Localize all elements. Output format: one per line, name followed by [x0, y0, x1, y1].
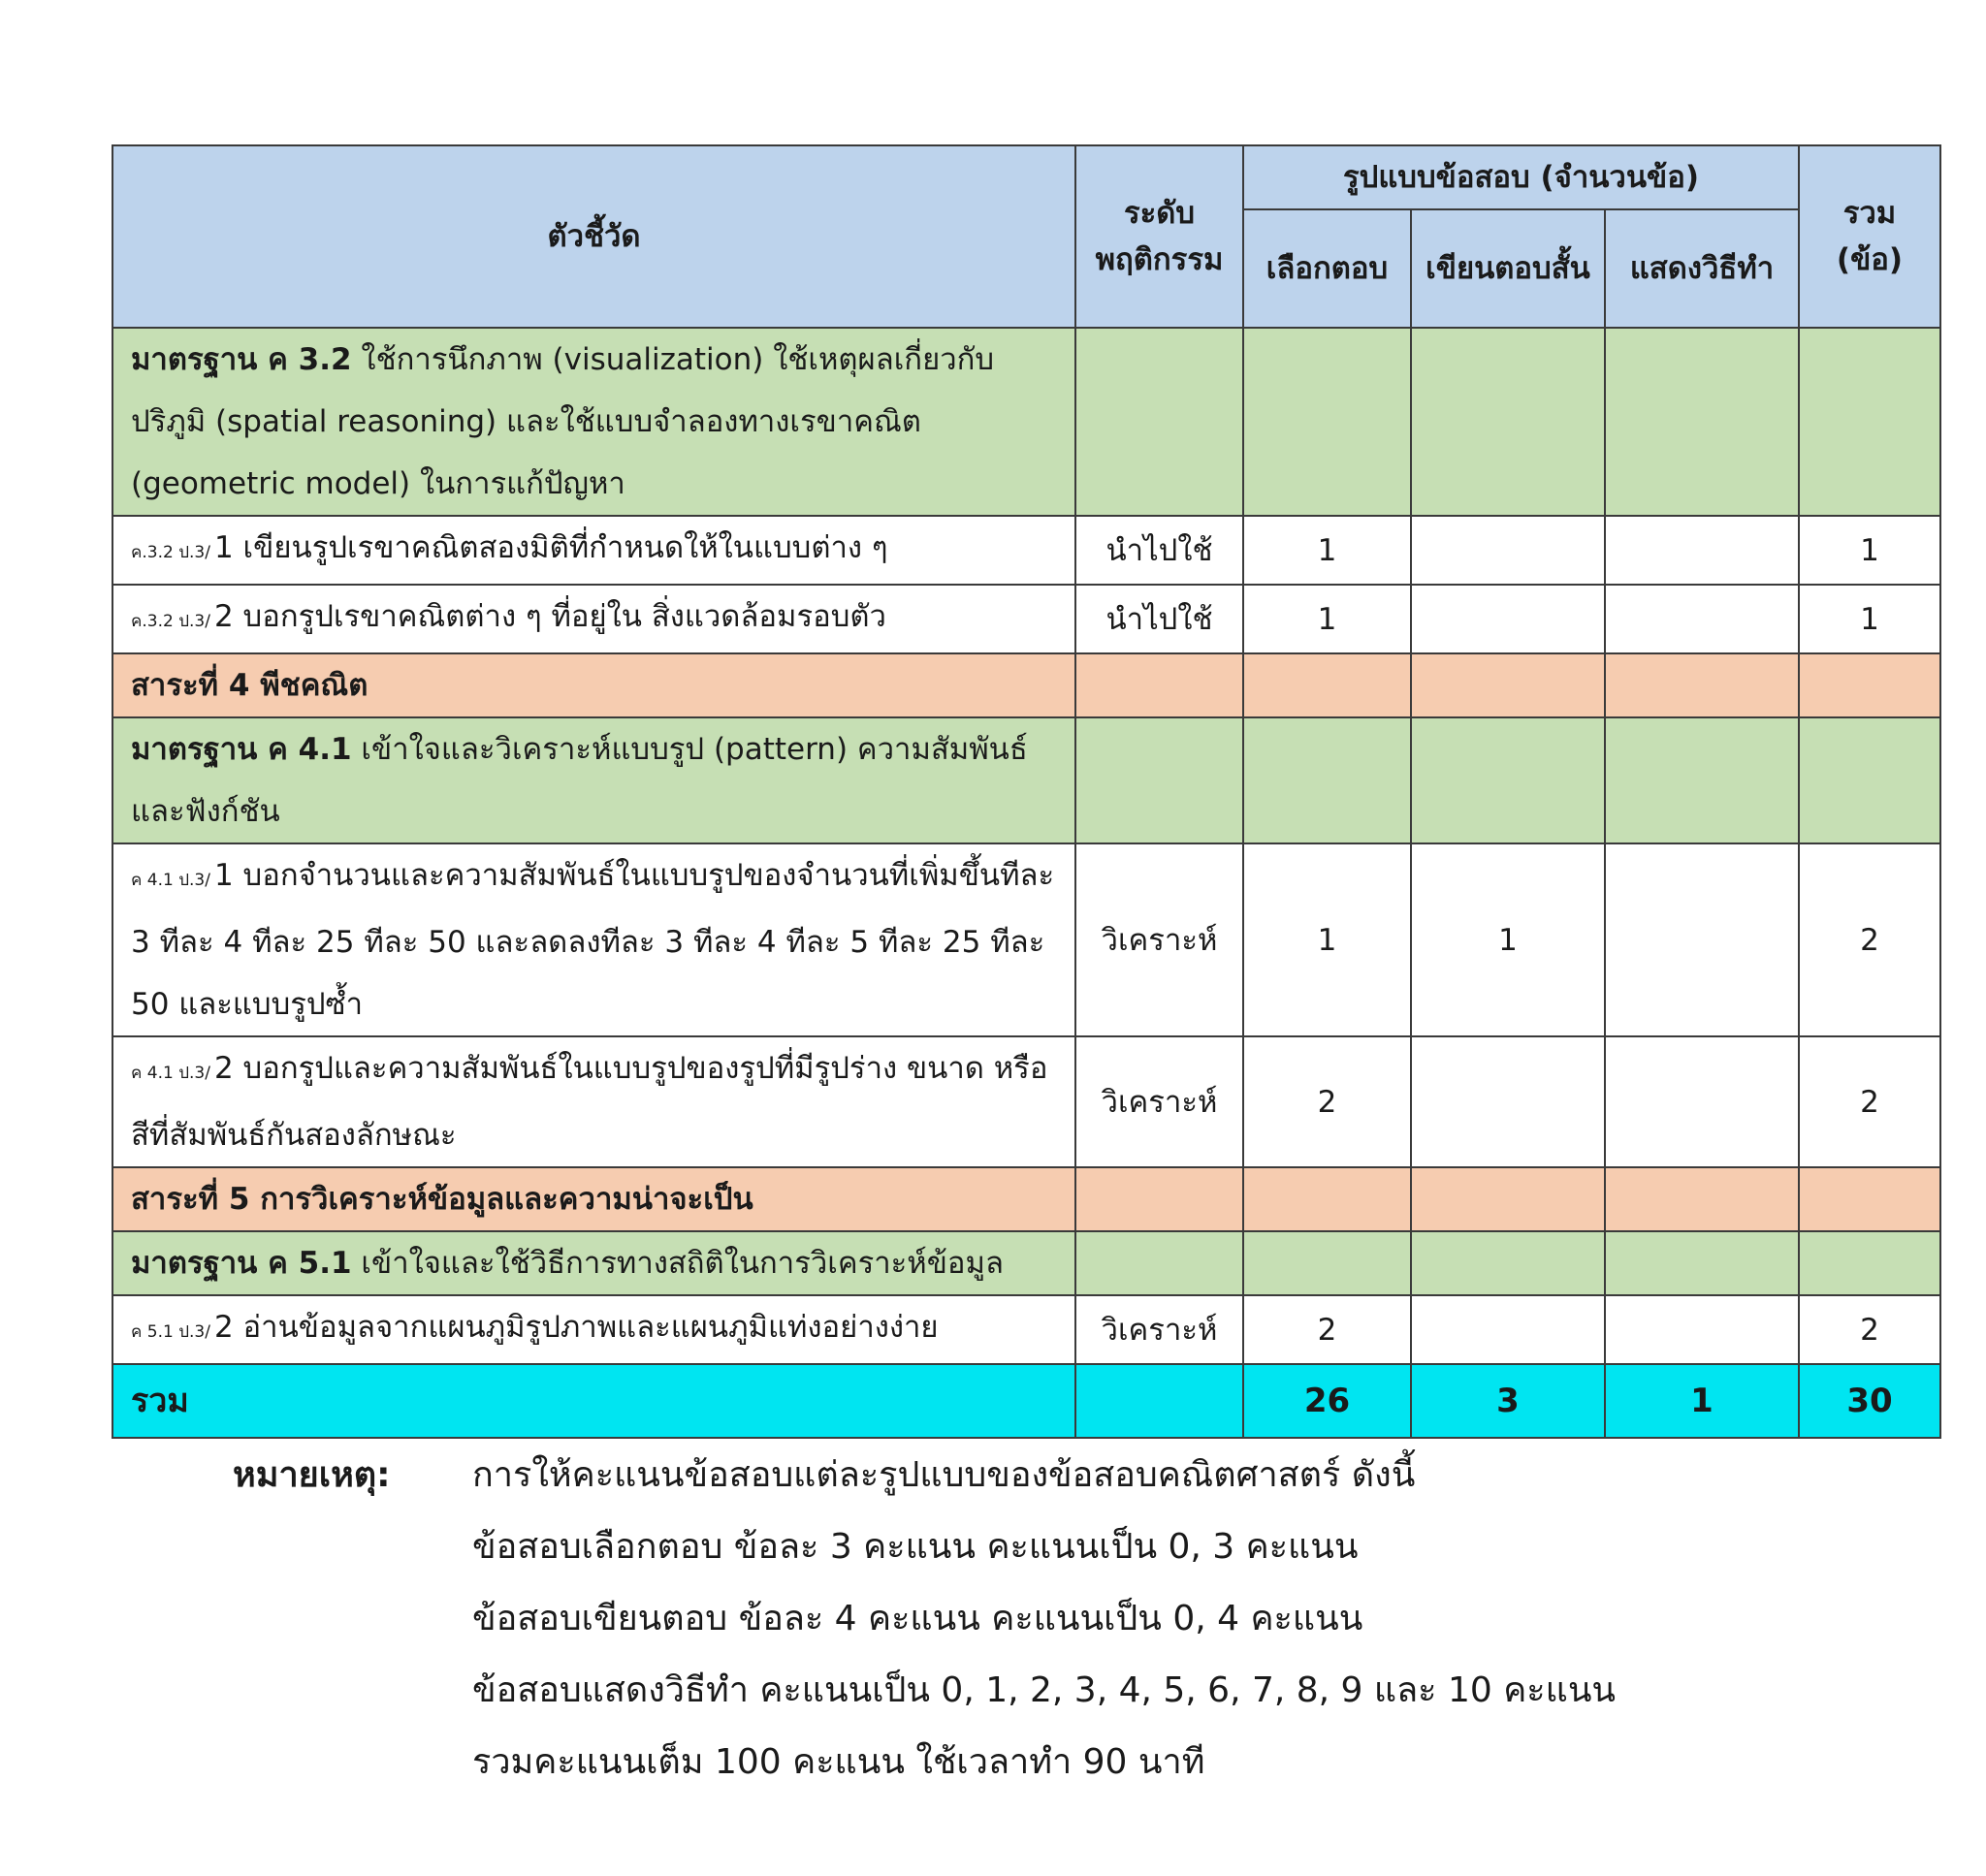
standard-text [112, 328, 1075, 516]
indicator-code: ค.3.2 ป.3/ [131, 543, 210, 562]
show-count [1605, 585, 1799, 653]
show-count [1605, 516, 1799, 585]
indicator-text: ค.3.2 ป.3/ 2 บอกรูปเรขาคณิตต่าง ๆ ที่อยู่ใน สิ่งแวดล้อมรอบตัว [112, 585, 1075, 653]
standard-desc: เข้าใจและวิเคราะห์แบบรูป (pattern) ความสัมพันธ์ และฟังก์ชัน [131, 732, 1028, 829]
note-line: การให้คะแนนข้อสอบแต่ละรูปแบบของข้อสอบคณิตศาสตร์ ดังนี้ [472, 1455, 1416, 1495]
behavior-level: วิเคราะห์ [1075, 843, 1243, 1036]
standard-row-3-2 [112, 328, 1940, 516]
indicator-row [112, 585, 1940, 653]
test-blueprint-table [112, 144, 1941, 1439]
row-total: 2 [1799, 1036, 1940, 1167]
row-total: 2 [1799, 843, 1940, 1036]
standard-desc: เข้าใจและใช้วิธีการทางสถิติในการวิเคราะห์ข้อมูล [351, 1246, 1004, 1281]
header-row [112, 145, 1940, 209]
indicator-row [112, 843, 1940, 1036]
short-count [1411, 1036, 1605, 1167]
indicator-code: ค 5.1 ป.3/ [131, 1322, 210, 1342]
note-label: หมายเหตุ: [233, 1455, 391, 1495]
behavior-level: นำไปใช้ [1075, 585, 1243, 653]
strand-label: สาระที่ 4 พีชคณิต [112, 653, 1075, 717]
row-total: 1 [1799, 516, 1940, 585]
indicator-row [112, 1295, 1940, 1364]
standard-desc: ใช้การนึกภาพ (visualization) ใช้เหตุผลเกี่ยวกับปริภูมิ (spatial reasoning) และใช้แบบจำลองทางเรขาคณิต (geometric model) ในการแก้ปัญหา [131, 342, 995, 501]
short-count: 1 [1411, 843, 1605, 1036]
strand-label: สาระที่ 5 การวิเคราะห์ข้อมูลและความน่าจะเป็น [112, 1167, 1075, 1231]
standard-label: มาตรฐาน ค 5.1 [131, 1246, 352, 1281]
header-level [1075, 145, 1243, 328]
behavior-level: วิเคราะห์ [1075, 1295, 1243, 1364]
short-count [1411, 585, 1605, 653]
choice-count: 1 [1243, 516, 1411, 585]
grand-total-label: รวม [112, 1364, 1075, 1438]
header-show: แสดงวิธีทำ [1605, 209, 1799, 328]
header-level-line2: พฤติกรรม [1095, 242, 1224, 277]
choice-count: 2 [1243, 1295, 1411, 1364]
strand-row-4 [112, 653, 1940, 717]
indicator-code: ค 4.1 ป.3/ [131, 871, 210, 890]
header-level-line1: ระดับ [1123, 195, 1196, 231]
indicator-row [112, 1036, 1940, 1167]
choice-count: 1 [1243, 585, 1411, 653]
header-total-line1: รวม [1842, 195, 1897, 231]
grand-total-level [1075, 1364, 1243, 1438]
choice-count: 2 [1243, 1036, 1411, 1167]
note-line: ข้อสอบแสดงวิธีทำ คะแนนเป็น 0, 1, 2, 3, 4, 5, 6, 7, 8, 9 และ 10 คะแนน [472, 1670, 1617, 1710]
row-total: 2 [1799, 1295, 1940, 1364]
show-count [1605, 843, 1799, 1036]
behavior-level: นำไปใช้ [1075, 516, 1243, 585]
grand-total-choice: 26 [1243, 1364, 1411, 1438]
strand-row-5 [112, 1167, 1940, 1231]
short-count [1411, 1295, 1605, 1364]
behavior-level: วิเคราะห์ [1075, 1036, 1243, 1167]
show-count [1605, 1295, 1799, 1364]
choice-count: 1 [1243, 843, 1411, 1036]
short-count [1411, 516, 1605, 585]
header-choice: เลือกตอบ [1243, 209, 1411, 328]
standard-label: มาตรฐาน ค 4.1 [131, 732, 352, 767]
indicator-text: ค 4.1 ป.3/ 1 บอกจำนวนและความสัมพันธ์ในแบบรูปของจำนวนที่เพิ่มขึ้นทีละ 3 ทีละ 4 ทีละ 25 ทีละ 50 และลดลงทีละ 3 ทีละ 4 ทีละ 5 ทีละ 25 ทีละ 50 และแบบรูปซ้ำ [112, 843, 1075, 1036]
header-format-group: รูปแบบข้อสอบ (จำนวนข้อ) [1243, 145, 1799, 209]
indicator-text: ค 4.1 ป.3/ 2 บอกรูปและความสัมพันธ์ในแบบรูปของรูปที่มีรูปร่าง ขนาด หรือสีที่สัมพันธ์กันสองลักษณะ [112, 1036, 1075, 1167]
grand-total-short: 3 [1411, 1364, 1605, 1438]
standard-text [112, 1231, 1075, 1295]
standard-label: มาตรฐาน ค 3.2 [131, 342, 352, 377]
grand-total-all: 30 [1799, 1364, 1940, 1438]
note-line: ข้อสอบเลือกตอบ ข้อละ 3 คะแนน คะแนนเป็น 0, 3 คะแนน [472, 1527, 1359, 1567]
grand-total-row [112, 1364, 1940, 1438]
standard-row-5-1 [112, 1231, 1940, 1295]
note-lines [472, 1440, 1830, 1798]
note-line: รวมคะแนนเต็ม 100 คะแนน ใช้เวลาทำ 90 นาที [472, 1742, 1205, 1782]
indicator-text: ค 5.1 ป.3/ 2 อ่านข้อมูลจากแผนภูมิรูปภาพและแผนภูมิแท่งอย่างง่าย [112, 1295, 1075, 1364]
indicator-code: ค 4.1 ป.3/ [131, 1064, 210, 1083]
header-total [1799, 145, 1940, 328]
header-total-line2: (ข้อ) [1836, 242, 1904, 277]
indicator-code: ค.3.2 ป.3/ [131, 612, 210, 631]
row-total: 1 [1799, 585, 1940, 653]
note-line: ข้อสอบเขียนตอบ ข้อละ 4 คะแนน คะแนนเป็น 0, 4 คะแนน [472, 1599, 1363, 1638]
grand-total-show: 1 [1605, 1364, 1799, 1438]
header-short: เขียนตอบสั้น [1411, 209, 1605, 328]
standard-text [112, 717, 1075, 843]
header-indicator: ตัวชี้วัด [112, 145, 1075, 328]
show-count [1605, 1036, 1799, 1167]
indicator-text: ค.3.2 ป.3/ 1 เขียนรูปเรขาคณิตสองมิติที่กำหนดให้ในแบบต่าง ๆ [112, 516, 1075, 585]
standard-row-4-1 [112, 717, 1940, 843]
indicator-row [112, 516, 1940, 585]
